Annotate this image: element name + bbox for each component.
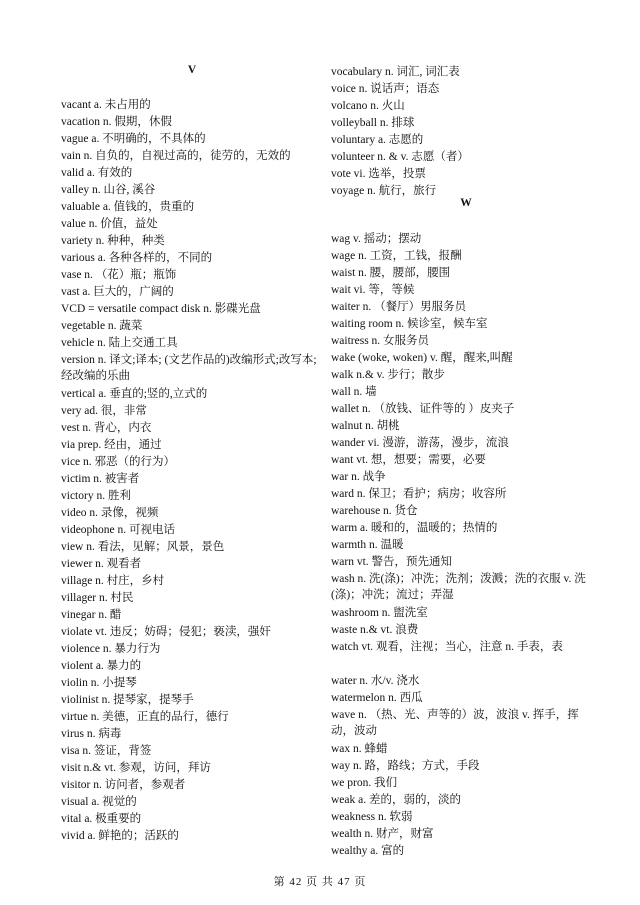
dictionary-entry: via prep. 经由，通过 (61, 439, 162, 451)
dictionary-entry: vain n. 自负的，自视过高的，徒劳的，无效的 (61, 150, 291, 162)
dictionary-entry: violate vt. 违反；妨碍；侵犯；亵渎，强奸 (61, 626, 271, 638)
dictionary-entry: visit n.& vt. 参观，访问，拜访 (61, 762, 211, 774)
dictionary-entry: VCD = versatile compact disk n. 影碟光盘 (61, 303, 261, 315)
dictionary-entry: valuable a. 值钱的，贵重的 (61, 201, 195, 213)
dictionary-entry: view n. 看法，见解；风景，景色 (61, 541, 225, 553)
dictionary-entry: videophone n. 可视电话 (61, 524, 176, 536)
dictionary-entry: voluntary a. 志愿的 (331, 134, 424, 146)
dictionary-entry: visual a. 视觉的 (61, 796, 137, 808)
dictionary-entry: wage n. 工资，工钱，报酬 (331, 250, 462, 262)
dictionary-entry: virtue n. 美德，正直的品行，德行 (61, 711, 229, 723)
dictionary-entry: vegetable n. 蔬菜 (61, 320, 143, 332)
dictionary-entry: victim n. 被害者 (61, 473, 140, 485)
dictionary-entry: water n. 水/v. 浇水 (331, 675, 420, 687)
dictionary-entry: vast a. 巨大的，广阔的 (61, 286, 174, 298)
dictionary-entry: waste n.& vt. 浪费 (331, 624, 419, 636)
page-footer: 第 42 页 共 47 页 (273, 876, 367, 888)
dictionary-entry: vivid a. 鲜艳的；活跃的 (61, 830, 179, 842)
dictionary-entry: volleyball n. 排球 (331, 117, 415, 129)
dictionary-entry: wag v. 摇动；摆动 (331, 233, 422, 245)
dictionary-entry: vase n. （花）瓶；瓶饰 (61, 269, 177, 281)
dictionary-entry: wander vi. 漫游，游荡，漫步，流浪 (331, 437, 509, 449)
dictionary-entry: wash n. 洗(涤)；冲洗；洗剂；泼溅；洗的衣服 v. 洗(涤)；冲洗；流过；弄湿 (331, 573, 586, 601)
dictionary-entry: vehicle n. 陆上交通工具 (61, 337, 178, 349)
dictionary-entry: various a. 各种各样的，不同的 (61, 252, 213, 264)
dictionary-entry: volunteer n. & v. 志愿（者） (331, 151, 469, 163)
dictionary-entry: version n. 译文;译本; (文艺作品的)改编形式;改写本;经改编的乐曲 (61, 354, 317, 382)
dictionary-entry: valid a. 有效的 (61, 167, 133, 179)
dictionary-entry: village n. 村庄，乡村 (61, 575, 165, 587)
dictionary-entry: wait vi. 等，等候 (331, 284, 415, 296)
dictionary-entry: violinist n. 提琴家，提琴手 (61, 694, 194, 706)
dictionary-entry: vest n. 背心，内衣 (61, 422, 152, 434)
dictionary-entry: vocabulary n. 词汇, 词汇表 (331, 66, 460, 78)
dictionary-entry: wealth n. 财产，财富 (331, 828, 434, 840)
dictionary-entry: vacant a. 未占用的 (61, 99, 151, 111)
dictionary-entry: wave n. （热、光、声等的）波，波浪 v. 挥手，挥动，波动 (331, 709, 579, 737)
dictionary-entry: want vt. 想，想要；需要，必要 (331, 454, 486, 466)
dictionary-entry: way n. 路，路线；方式，手段 (331, 760, 480, 772)
dictionary-entry: war n. 战争 (331, 471, 386, 483)
dictionary-entry: villager n. 村民 (61, 592, 134, 604)
dictionary-entry: warmth n. 温暖 (331, 539, 404, 551)
dictionary-entry: warm a. 暖和的，温暖的；热情的 (331, 522, 498, 534)
dictionary-entry: weak a. 差的，弱的，淡的 (331, 794, 461, 806)
dictionary-entry: voice n. 说话声；语态 (331, 83, 440, 95)
dictionary-entry: virus n. 病毒 (61, 728, 122, 740)
dictionary-entry: violence n. 暴力行为 (61, 643, 161, 655)
dictionary-entry: wealthy a. 富的 (331, 845, 405, 857)
dictionary-entry: waiting room n. 候诊室，候车室 (331, 318, 488, 330)
dictionary-entry: visitor n. 访问者，参观者 (61, 779, 186, 791)
dictionary-entry: voyage n. 航行，旅行 (331, 185, 437, 197)
dictionary-entry: value n. 价值，益处 (61, 218, 158, 230)
dictionary-entry: victory n. 胜利 (61, 490, 131, 502)
dictionary-entry: wake (woke, woken) v. 醒，醒来,叫醒 (331, 352, 513, 364)
dictionary-entry: waist n. 腰，腰部，腰围 (331, 267, 451, 279)
dictionary-entry: waitress n. 女服务员 (331, 335, 430, 347)
dictionary-entry: vote vi. 选举，投票 (331, 168, 426, 180)
dictionary-entry: waiter n. （餐厅）男服务员 (331, 301, 467, 313)
dictionary-entry: visa n. 签证，背签 (61, 745, 152, 757)
dictionary-entry: warn vt. 警告，预先通知 (331, 556, 453, 568)
dictionary-entry: vinegar n. 醋 (61, 609, 122, 621)
dictionary-entry: weakness n. 软弱 (331, 811, 413, 823)
section-header-v: V (187, 64, 197, 76)
dictionary-entry: wallet n. （放钱、证件等的 ）皮夹子 (331, 403, 515, 415)
dictionary-entry: vice n. 邪恶（的行为） (61, 456, 176, 468)
dictionary-entry: warehouse n. 货仓 (331, 505, 418, 517)
dictionary-entry: we pron. 我们 (331, 777, 398, 789)
dictionary-entry: volcano n. 火山 (331, 100, 405, 112)
dictionary-entry: washroom n. 盥洗室 (331, 607, 428, 619)
dictionary-entry: vital a. 极重要的 (61, 813, 142, 825)
dictionary-entry: walk n.& v. 步行；散步 (331, 369, 445, 381)
dictionary-entry: wax n. 蜂蜡 (331, 743, 388, 755)
dictionary-entry: vague a. 不明确的，不具体的 (61, 133, 206, 145)
dictionary-entry: viewer n. 观看者 (61, 558, 142, 570)
dictionary-entry: vertical a. 垂直的;竖的,立式的 (61, 388, 208, 400)
dictionary-entry: watch vt. 观看，注视；当心，注意 n. 手表，表 (331, 641, 563, 653)
dictionary-entry: violent a. 暴力的 (61, 660, 142, 672)
section-header-w: W (460, 197, 472, 209)
dictionary-entry: violin n. 小提琴 (61, 677, 137, 689)
dictionary-entry: video n. 录像，视频 (61, 507, 159, 519)
dictionary-entry: valley n. 山谷, 溪谷 (61, 184, 156, 196)
dictionary-entry: vacation n. 假期，休假 (61, 116, 172, 128)
dictionary-entry: watermelon n. 西瓜 (331, 692, 423, 704)
dictionary-entry: walnut n. 胡桃 (331, 420, 400, 432)
dictionary-entry: ward n. 保卫；看护；病房；收容所 (331, 488, 507, 500)
dictionary-entry: very ad. 很，非常 (61, 405, 147, 417)
dictionary-entry: variety n. 种种，种类 (61, 235, 165, 247)
dictionary-entry: wall n. 墙 (331, 386, 377, 398)
